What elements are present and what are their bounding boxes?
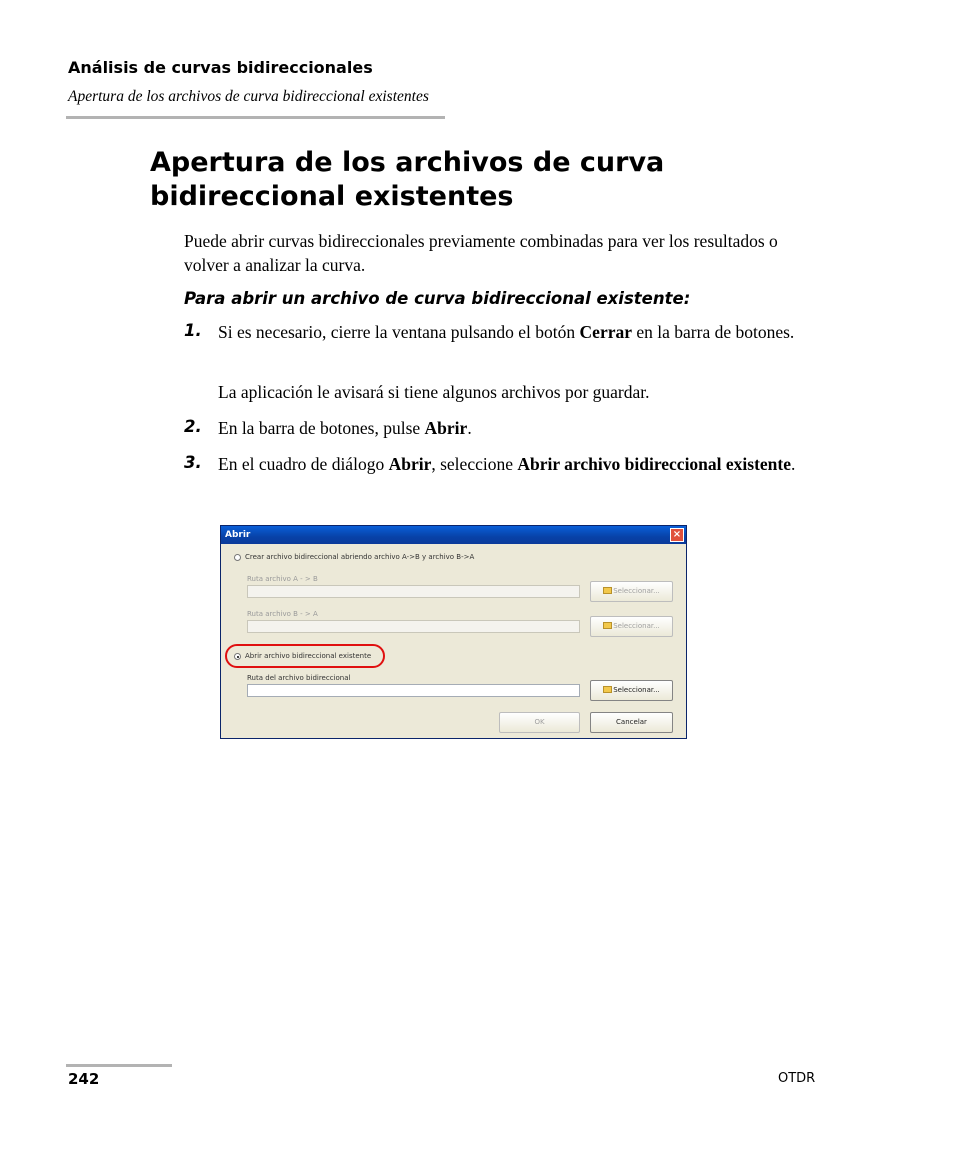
step-number: 1. — [184, 321, 202, 340]
path-ab-input[interactable] — [247, 585, 580, 598]
step-number: 2. — [184, 417, 202, 436]
path-ba-input[interactable] — [247, 620, 580, 633]
chapter-title: Análisis de curvas bidireccionales — [68, 58, 373, 77]
page-number: 242 — [68, 1070, 100, 1088]
close-icon[interactable]: × — [670, 528, 684, 542]
step-text: En la barra de botones, pulse Abrir. — [218, 418, 472, 438]
step-number: 3. — [184, 453, 202, 472]
folder-icon — [603, 686, 612, 693]
folder-icon — [603, 587, 612, 594]
dialog-titlebar: Abrir — [221, 526, 686, 544]
product-name: OTDR — [778, 1071, 816, 1086]
page-heading: Apertura de los archivos de curva bidireccional existentes — [150, 147, 665, 212]
ok-button[interactable]: OK — [499, 712, 580, 733]
open-dialog — [220, 525, 687, 739]
radio-open-existing[interactable] — [234, 653, 241, 660]
intro-paragraph: Puede abrir curvas bidireccionales previamente combinadas para ver los resultados o volver a analizar la curva. — [184, 231, 778, 275]
footer-rule — [66, 1064, 172, 1067]
path-bidir-label: Ruta del archivo bidireccional — [247, 674, 351, 682]
path-ba-label: Ruta archivo B - > A — [247, 610, 318, 618]
procedure-title: Para abrir un archivo de curva bidireccional existente: — [184, 289, 691, 308]
cancel-button[interactable]: Cancelar — [590, 712, 673, 733]
path-ab-label: Ruta archivo A - > B — [247, 575, 318, 583]
folder-icon — [603, 622, 612, 629]
select-bidir-button[interactable]: Seleccionar... — [590, 680, 673, 701]
step-note: La aplicación le avisará si tiene algunos archivos por guardar. — [218, 382, 650, 402]
path-bidir-input[interactable] — [247, 684, 580, 697]
select-ab-button[interactable]: Seleccionar... — [590, 581, 673, 602]
select-ba-button[interactable]: Seleccionar... — [590, 616, 673, 637]
step-text: En el cuadro de diálogo Abrir, seleccione Abrir archivo bidireccional existente. — [218, 454, 796, 474]
step-text: Si es necesario, cierre la ventana pulsando el botón Cerrar en la barra de botones. — [218, 322, 795, 342]
header-rule — [66, 116, 445, 119]
radio-open-label: Abrir archivo bidireccional existente — [245, 652, 372, 660]
section-subtitle: Apertura de los archivos de curva bidireccional existentes — [68, 88, 429, 105]
radio-create-bidir[interactable] — [234, 554, 241, 561]
radio-create-label: Crear archivo bidireccional abriendo archivo A->B y archivo B->A — [245, 553, 475, 561]
